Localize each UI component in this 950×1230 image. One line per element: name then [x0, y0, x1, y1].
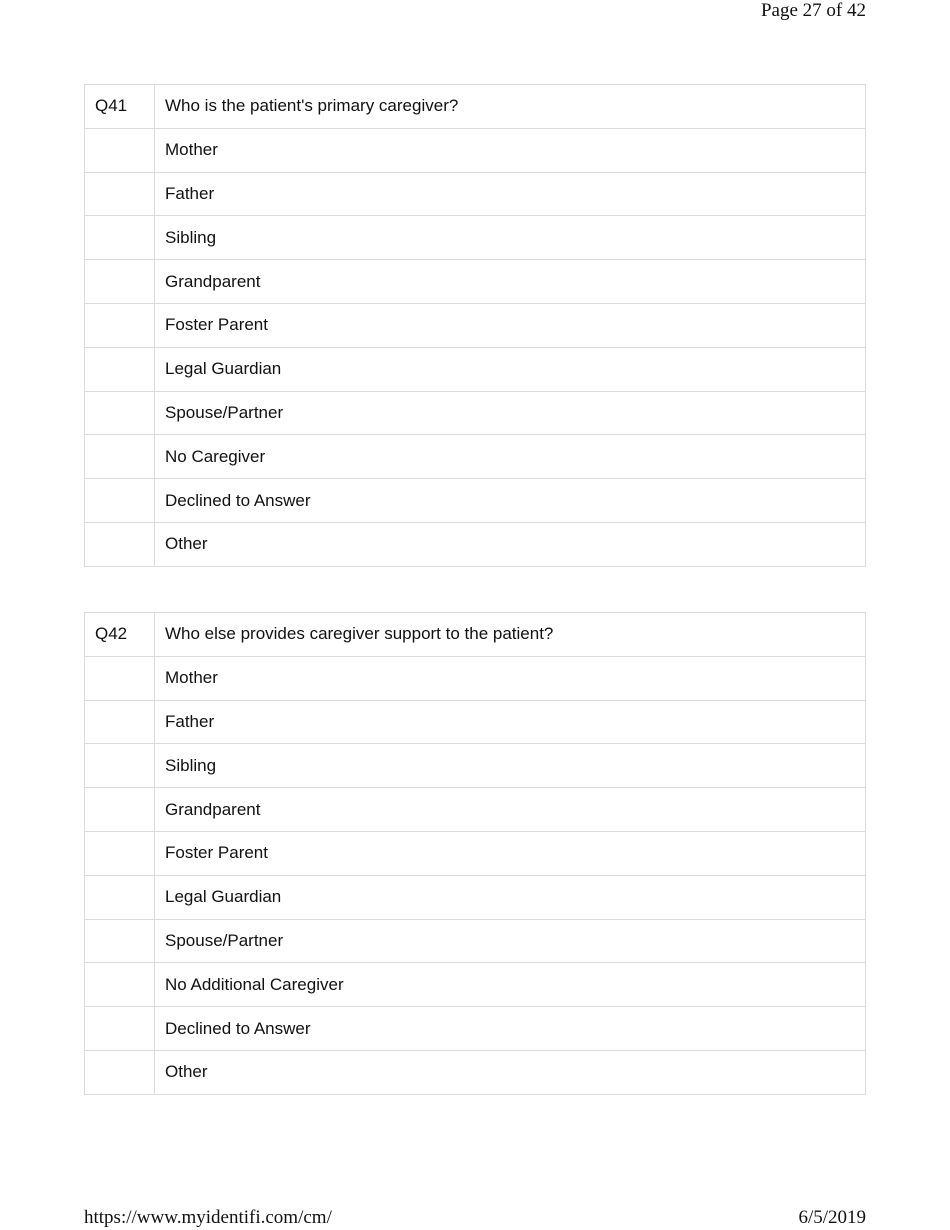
empty-cell — [85, 1007, 155, 1051]
option-row — [85, 1050, 866, 1094]
option-row — [85, 700, 866, 744]
empty-cell — [85, 260, 155, 304]
option-label: Foster Parent — [155, 831, 866, 875]
empty-cell — [85, 788, 155, 832]
question-table-q41 — [84, 84, 866, 567]
option-label: Declined to Answer — [155, 479, 866, 523]
option-label: Father — [155, 172, 866, 216]
question-row — [85, 85, 866, 129]
option-label: Grandparent — [155, 788, 866, 832]
footer-url: https://www.myidentifi.com/cm/ — [84, 1207, 332, 1228]
option-label: Father — [155, 700, 866, 744]
option-label: Spouse/Partner — [155, 391, 866, 435]
empty-cell — [85, 963, 155, 1007]
option-label: Other — [155, 522, 866, 566]
option-label: No Additional Caregiver — [155, 963, 866, 1007]
question-number: Q42 — [85, 613, 155, 657]
option-row — [85, 303, 866, 347]
option-label: Grandparent — [155, 260, 866, 304]
empty-cell — [85, 347, 155, 391]
option-row — [85, 435, 866, 479]
option-label: Other — [155, 1050, 866, 1094]
option-row — [85, 875, 866, 919]
empty-cell — [85, 919, 155, 963]
question-row — [85, 613, 866, 657]
empty-cell — [85, 831, 155, 875]
empty-cell — [85, 172, 155, 216]
option-label: No Caregiver — [155, 435, 866, 479]
option-label: Spouse/Partner — [155, 919, 866, 963]
empty-cell — [85, 435, 155, 479]
question-text: Who else provides caregiver support to the patient? — [155, 613, 866, 657]
empty-cell — [85, 522, 155, 566]
question-text: Who is the patient's primary caregiver? — [155, 85, 866, 129]
option-label: Legal Guardian — [155, 347, 866, 391]
option-label: Mother — [155, 656, 866, 700]
option-row — [85, 479, 866, 523]
option-row — [85, 831, 866, 875]
option-row — [85, 128, 866, 172]
option-row — [85, 744, 866, 788]
option-row — [85, 172, 866, 216]
empty-cell — [85, 1050, 155, 1094]
empty-cell — [85, 700, 155, 744]
question-number: Q41 — [85, 85, 155, 129]
option-label: Mother — [155, 128, 866, 172]
option-row — [85, 1007, 866, 1051]
empty-cell — [85, 744, 155, 788]
empty-cell — [85, 303, 155, 347]
question-table-q42 — [84, 612, 866, 1095]
option-label: Declined to Answer — [155, 1007, 866, 1051]
option-row — [85, 216, 866, 260]
option-label: Sibling — [155, 744, 866, 788]
empty-cell — [85, 128, 155, 172]
empty-cell — [85, 479, 155, 523]
option-row — [85, 963, 866, 1007]
option-row — [85, 347, 866, 391]
option-row — [85, 260, 866, 304]
empty-cell — [85, 875, 155, 919]
page-number: Page 27 of 42 — [760, 0, 866, 21]
footer-date: 6/5/2019 — [798, 1207, 866, 1228]
option-label: Sibling — [155, 216, 866, 260]
option-label: Legal Guardian — [155, 875, 866, 919]
empty-cell — [85, 656, 155, 700]
option-row — [85, 656, 866, 700]
option-label: Foster Parent — [155, 303, 866, 347]
empty-cell — [85, 391, 155, 435]
option-row — [85, 391, 866, 435]
option-row — [85, 522, 866, 566]
option-row — [85, 919, 866, 963]
empty-cell — [85, 216, 155, 260]
option-row — [85, 788, 866, 832]
